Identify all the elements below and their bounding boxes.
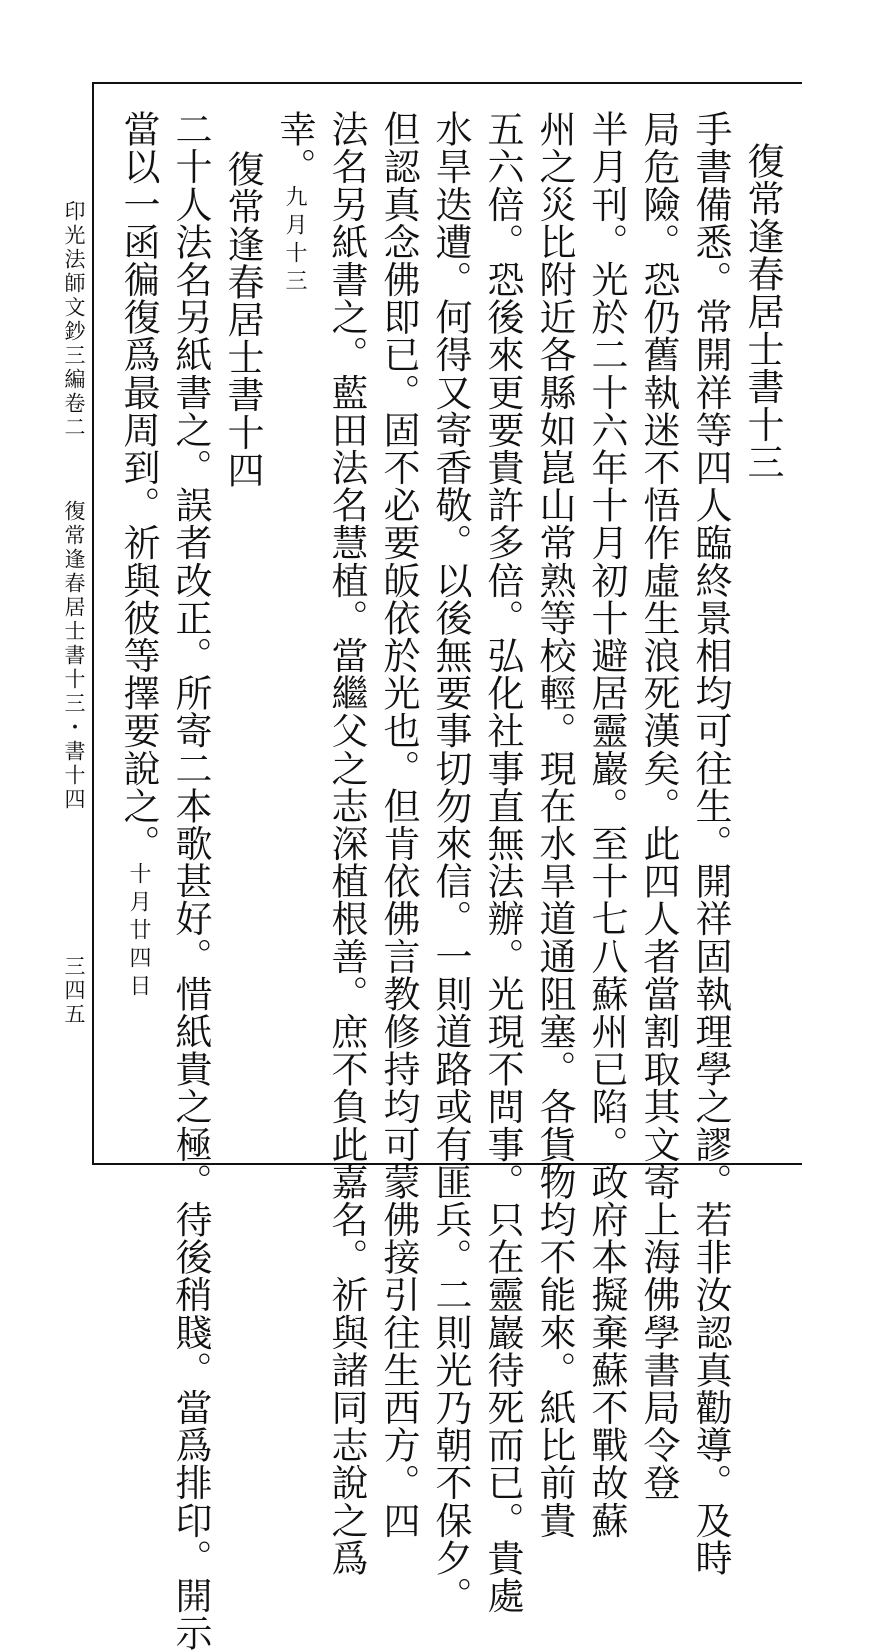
- letter-14-title: 復常逢春居士書十四: [221, 150, 264, 489]
- text-column-3: 半月刊。光於二十六年十月初十避居靈巖。至十七八蘇州已陷。政府本擬棄蘇不戰故蘇: [585, 110, 628, 1539]
- text-column-2: 局危險。恐仍舊執迷不悟作虛生浪死漢矣。此四人者當割取其文寄上海佛學書局令登: [637, 110, 680, 1502]
- text-column-10: 二十人法名另紙書之。誤者改正。所寄二本歌甚好。惜紙貴之極。待後稍賤。當爲排印。開示: [169, 110, 212, 1652]
- text-column-9: 幸。九月十三: [273, 110, 316, 298]
- text-column-5: 五六倍。恐後來更要貴許多倍。弘化社事直無法辦。光現不問事。只在靈巖待死而已。貴處: [481, 110, 524, 1614]
- running-head-book-title: 印光法師文鈔三編卷二: [62, 200, 86, 440]
- letter-13-title: 復常逢春居士書十三: [741, 142, 784, 481]
- text-column-11: 當以一函徧復爲最周到。祈與彼等擇要說之。十月廿四日: [117, 110, 160, 1002]
- text-column-8: 法名另紙書之。藍田法名慧植。當繼父之志深植根善。庶不負此嘉名。祈與諸同志說之爲: [325, 110, 368, 1577]
- page-number: 三四五: [62, 955, 86, 1027]
- text-column-1: 手書備悉。常開祥等四人臨終景相均可往生。開祥固執理學之謬。若非汝認真勸導。及時: [689, 110, 732, 1577]
- date-note-13: 九月十三: [282, 185, 307, 298]
- text-column-6: 水旱迭遭。何得又寄香敬。以後無要事切勿來信。一則道路或有匪兵。二則光乃朝不保夕。: [429, 110, 472, 1614]
- text-column-4: 州之災比附近各縣如崑山常熟等校輕。現在水旱道通阻塞。各貨物均不能來。紙比前貴: [533, 110, 576, 1539]
- date-note-14: 十月廿四日: [126, 862, 151, 1002]
- running-head-section: 復常逢春居士書十三・書十四: [62, 500, 86, 812]
- frame-left-rule: [92, 82, 94, 1164]
- frame-top-rule: [92, 82, 802, 84]
- text-column-7: 但認真念佛即已。固不必要皈依於光也。但肯依佛言教修持均可蒙佛接引往生西方。四: [377, 110, 420, 1539]
